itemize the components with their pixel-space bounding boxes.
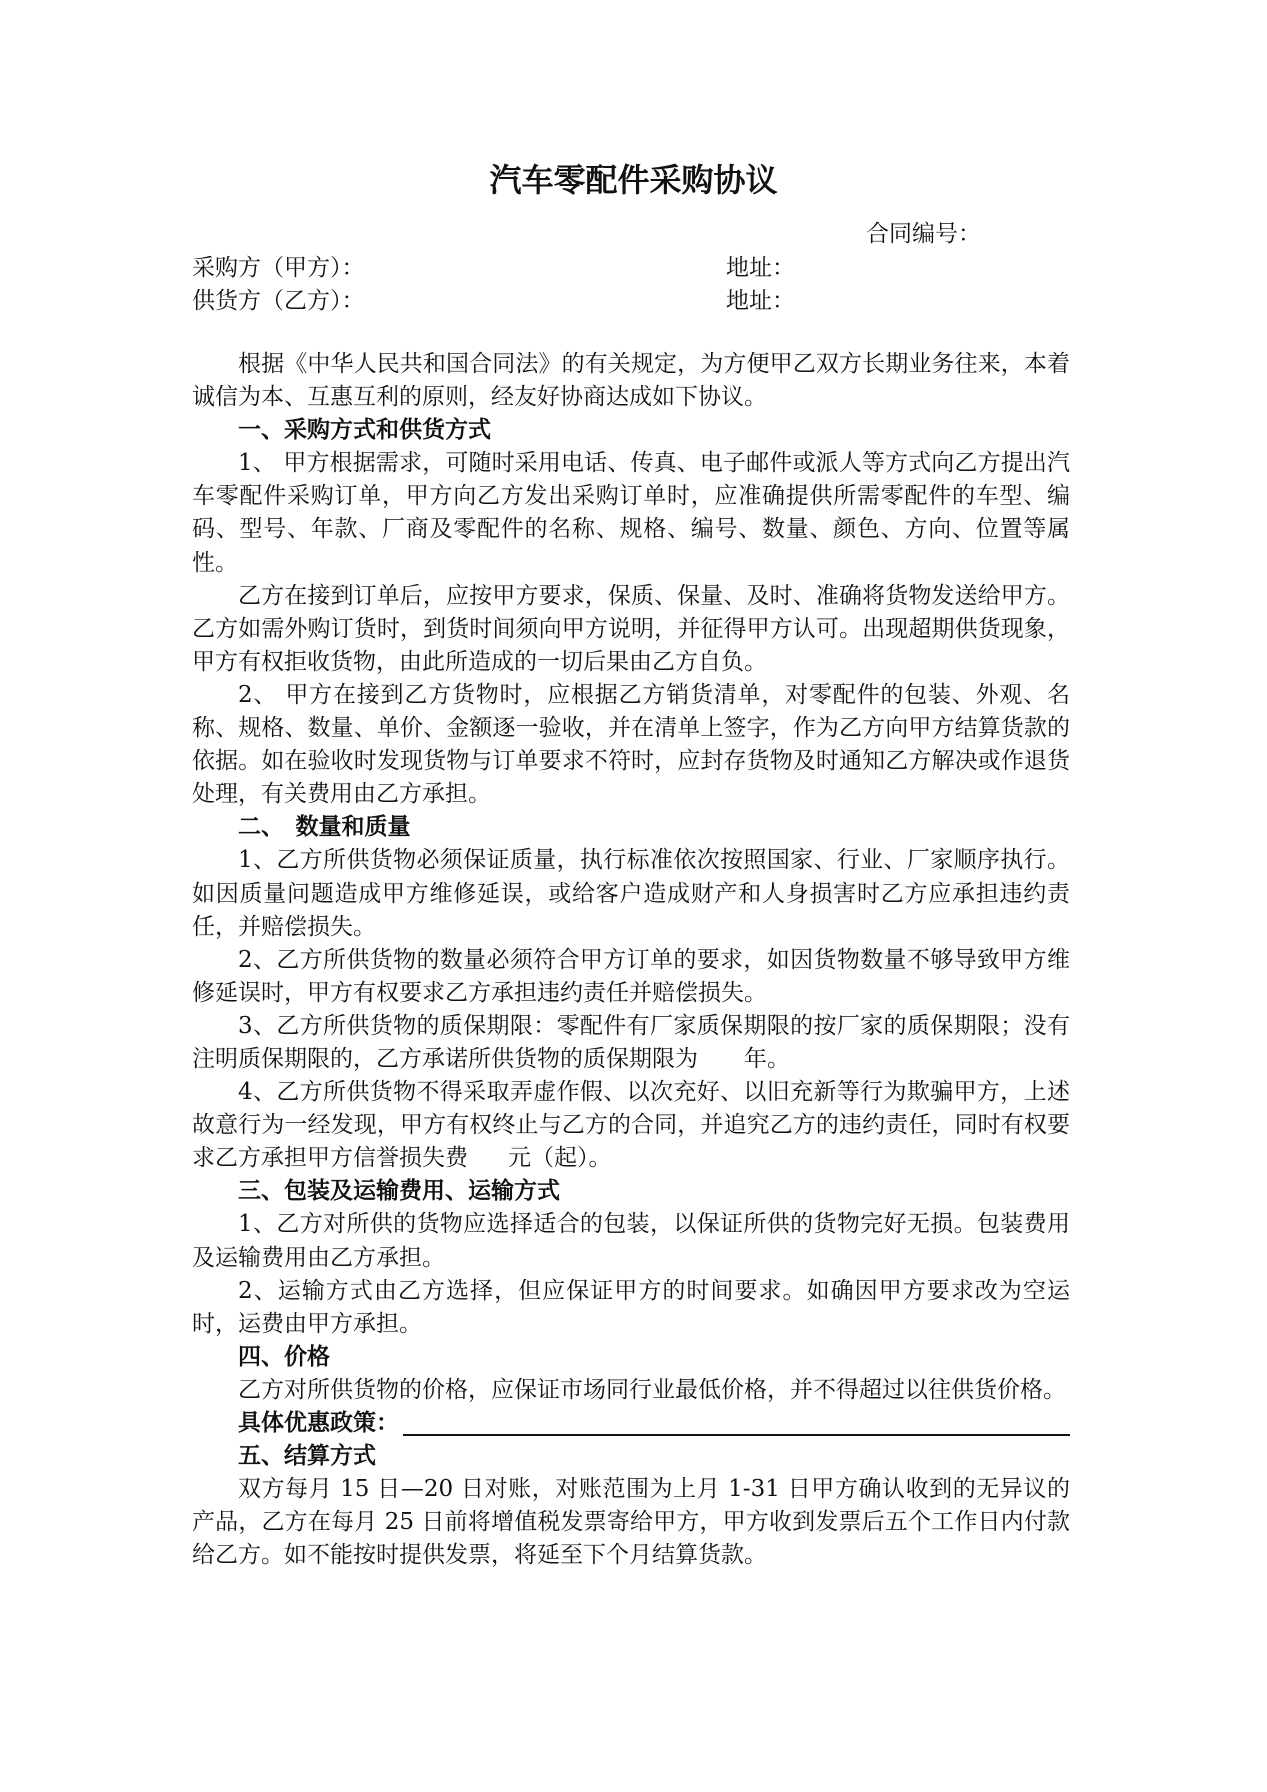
section-1-clause-1: 1、 甲方根据需求，可随时采用电话、传真、电子邮件或派人等方式向乙方提出汽车零配件采购订单，甲方向乙方发出采购订单时，应准确提供所需零配件的车型、编码、型号、年款、厂商及零配件的名称、规格、编号、数量、颜色、方向、位置等属性。 xyxy=(192,450,1070,576)
section-2-clause-4 xyxy=(192,1076,1070,1175)
section-1-clause-1-continued: 乙方在接到订单后，应按甲方要求，保质、保量、及时、准确将货物发送给甲方。乙方如需外购订货时，到货时间须向甲方说明，并征得甲方认可。出现超期供货现象，甲方有权拒收货物，由此所造成的一切后果由乙方自负。 xyxy=(192,582,1070,675)
section-1-clause-2: 2、 甲方在接到乙方货物时，应根据乙方销货清单，对零配件的包装、外观、名称、规格、数量、单价、金额逐一验收，并在清单上签字，作为乙方向甲方结算货款的依据。如在验收时发现货物与订单要求不符时，应封存货物及时通知乙方解决或作退货处理，有关费用由乙方承担。 xyxy=(192,681,1070,808)
section-3-clause-2: 2、运输方式由乙方选择，但应保证甲方的时间要求。如确因甲方要求改为空运时，运费由甲方承担。 xyxy=(192,1277,1070,1337)
intro-paragraph: 根据《中华人民共和国合同法》的有关规定，为方便甲乙双方长期业务往来，本着诚信为本、互惠互利的原则，经友好协商达成如下协议。 xyxy=(192,351,1070,411)
section-2-clause-1: 1、乙方所供货物必须保证质量，执行标准依次按照国家、行业、厂家顺序执行。如因质量问题造成甲方维修延误，或给客户造成财产和人身损害时乙方应承担违约责任，并赔偿损失。 xyxy=(192,847,1070,940)
penalty-text: 4、乙方所供货物不得采取弄虚作假、以次充好、以旧充新等行为欺骗甲方，上述故意行为一经发现，甲方有权终止与乙方的合同，并追究乙方的违约责任，同时有权要求乙方承担甲方信誉损失费 xyxy=(192,1079,1070,1172)
section-2-clause-2: 2、乙方所供货物的数量必须符合甲方订单的要求，如因货物数量不够导致甲方维修延误时，甲方有权要求乙方承担违约责任并赔偿损失。 xyxy=(192,946,1070,1006)
discount-policy-label: 具体优惠政策： xyxy=(238,1410,399,1436)
contract-body xyxy=(192,348,1070,1572)
section-4-clause-1: 乙方对所供货物的价格，应保证市场同行业最低价格，并不得超过以往供货价格。 xyxy=(238,1376,1066,1403)
document-title: 汽车零配件采购协议 xyxy=(489,161,778,199)
buyer-address-label: 地址： xyxy=(726,255,795,281)
section-2-clause-3 xyxy=(192,1010,1070,1076)
section-3-heading: 三、包装及运输费用、运输方式 xyxy=(238,1178,560,1205)
section-2-heading: 二、 数量和质量 xyxy=(238,814,411,841)
contract-number-label: 合同编号： xyxy=(866,221,981,247)
discount-policy-line xyxy=(192,1407,1070,1440)
supplier-label: 供货方（乙方）： xyxy=(192,288,365,314)
warranty-text: 3、乙方所供货物的质保期限：零配件有厂家质保期限的按厂家的质保期限；没有注明质保期限的，乙方承诺所供货物的质保期限为 xyxy=(192,1012,1070,1072)
section-4-heading: 四、价格 xyxy=(238,1343,330,1370)
section-3-clause-1: 1、乙方对所供的货物应选择适合的包装，以保证所供的货物完好无损。包装费用及运输费用由乙方承担。 xyxy=(192,1211,1070,1271)
section-5-heading: 五、结算方式 xyxy=(238,1443,376,1470)
warranty-years-unit: 年。 xyxy=(744,1045,790,1072)
penalty-unit: 元（起）。 xyxy=(508,1145,612,1172)
buyer-label: 采购方（甲方）： xyxy=(192,255,365,281)
discount-policy-underline xyxy=(403,1410,1070,1436)
supplier-address-label: 地址： xyxy=(726,288,795,314)
section-1-heading: 一、采购方式和供货方式 xyxy=(238,417,491,444)
section-5-clause-1: 双方每月 15 日—20 日对账，对账范围为上月 1-31 日甲方确认收到的无异议的产品，乙方在每月 25 日前将增值税发票寄给甲方，甲方收到发票后五个工作日内付款给乙方。如不能按时提供发票，将延至下个月结算货款。 xyxy=(192,1476,1070,1569)
